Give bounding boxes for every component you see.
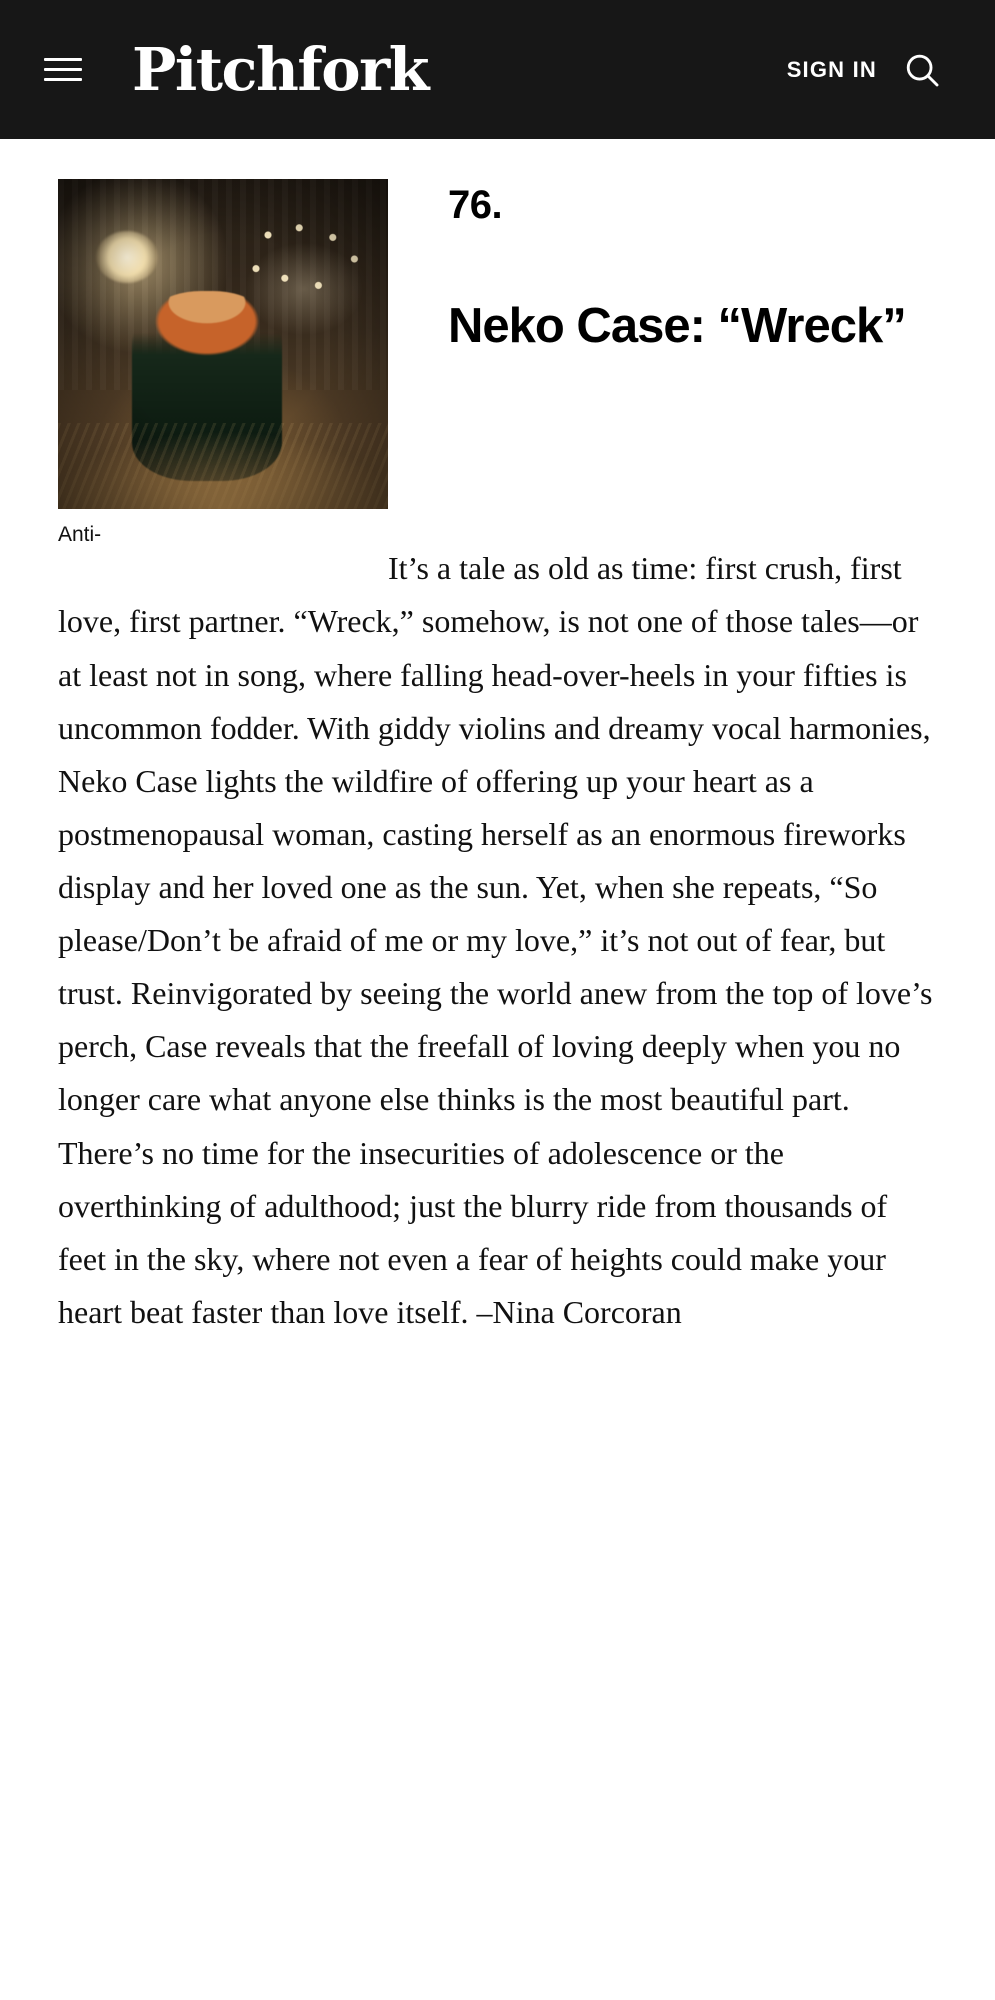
site-logo[interactable]: Pitchfork bbox=[132, 35, 429, 104]
album-art-vignette bbox=[58, 179, 388, 509]
sign-in-button[interactable]: SIGN IN bbox=[786, 56, 877, 82]
search-icon[interactable] bbox=[903, 51, 941, 89]
hamburger-bar bbox=[44, 58, 82, 61]
hamburger-icon[interactable] bbox=[44, 48, 88, 92]
article-header-row bbox=[58, 179, 937, 548]
page-title: Neko Case: “Wreck” bbox=[448, 299, 906, 353]
article-body bbox=[0, 139, 995, 1399]
hamburger-bar bbox=[44, 68, 82, 71]
article-paragraph bbox=[58, 542, 937, 1339]
headline-column bbox=[388, 179, 937, 357]
hamburger-bar bbox=[44, 78, 82, 81]
text-wrap-spacer bbox=[58, 578, 388, 579]
article-text-wrap bbox=[58, 542, 937, 1339]
article-paragraph-text: It’s a tale as old as time: first crush, first love, first partner. “Wreck,” somehow, is not one of those tales—or at least not in song, where falling head-over-heels in your fifties is uncommon fodder. With giddy violins and dreamy vocal harmonies, Neko Case lights the wildfire of offering up your heart as a postmenopausal woman, casting herself as an enormous fireworks display and her loved one as the sun. Yet, when she repeats, “So please/Don’t be afraid of me or my love,” it’s not out of fear, but trust. Reinvigorated by seeing the world anew from the top of love’s perch, Case reveals that the freefall of loving deeply when you no longer care what anyone else thinks is the most beautiful part. There’s no time for the insecurities of adolescence or the overthinking of adulthood; just the blurry ride from thousands of feet in the sky, where not even a fear of heights could make your heart beat faster than love itself. –Nina Corcoran bbox=[58, 550, 933, 1330]
site-header bbox=[0, 0, 995, 139]
album-art-image bbox=[58, 179, 388, 509]
header-actions bbox=[787, 51, 963, 89]
album-art-column bbox=[58, 179, 388, 548]
rank-number: 76. bbox=[448, 183, 503, 227]
album-art-credit: Anti- bbox=[58, 523, 102, 546]
